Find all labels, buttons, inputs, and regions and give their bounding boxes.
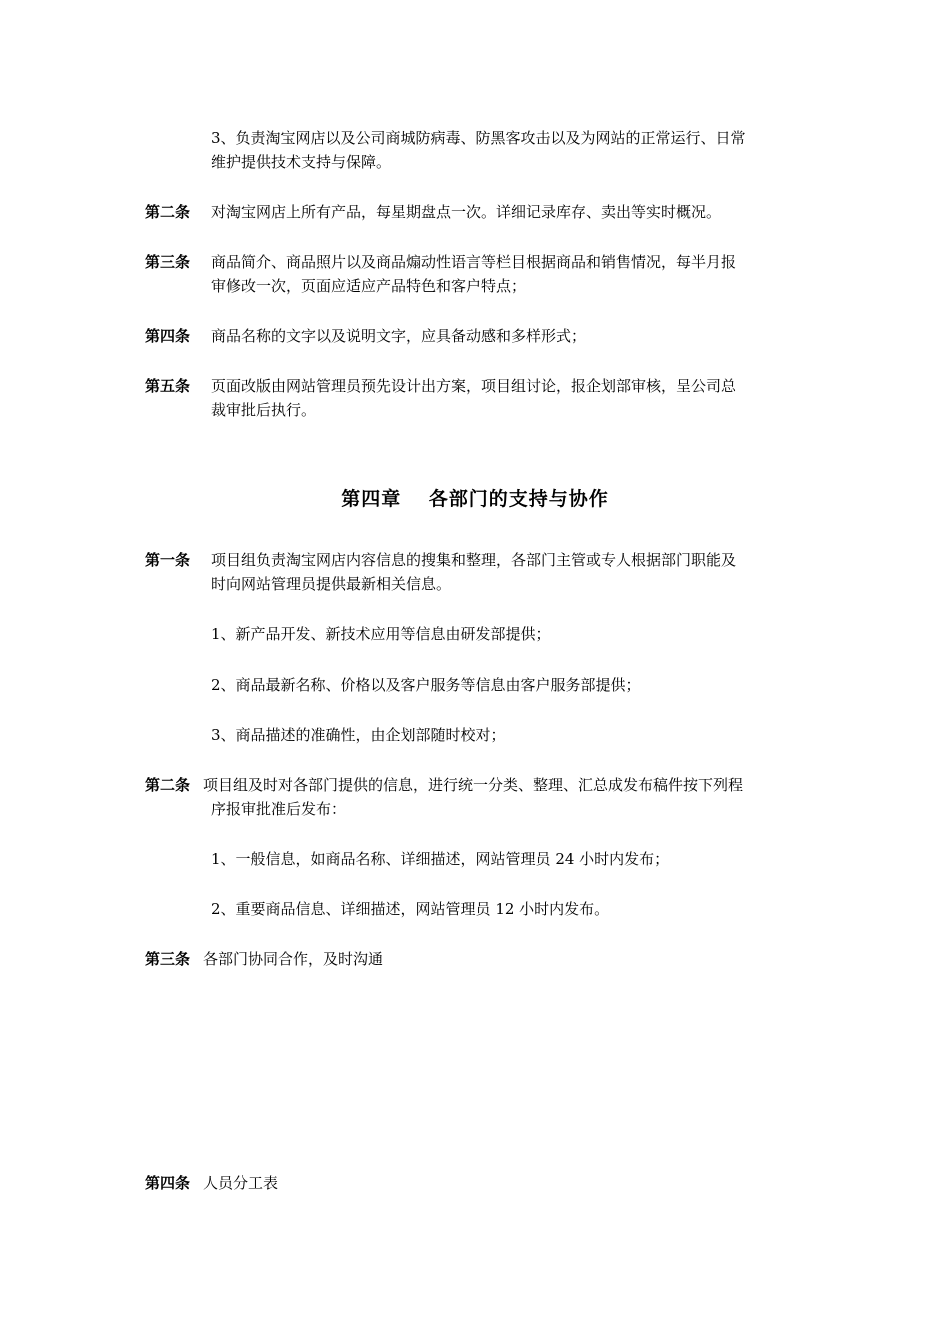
article-label: 第四条 bbox=[145, 327, 191, 345]
article-label: 第三条 bbox=[145, 253, 191, 271]
article-label: 第二条 bbox=[145, 203, 191, 221]
article-text: 项目组及时对各部门提供的信息，进行统一分类、整理、汇总成发布稿件按下列程 bbox=[203, 776, 744, 794]
article-text: 项目组负责淘宝网店内容信息的搜集和整理，各部门主管或专人根据部门职能及 bbox=[211, 551, 737, 569]
article-text: 序报审批准后发布： bbox=[211, 800, 347, 818]
article-text: 裁审批后执行。 bbox=[211, 401, 317, 419]
list-item: 1、一般信息，如商品名称、详细描述，网站管理员 24 小时内发布； bbox=[211, 850, 670, 868]
list-item: 2、重要商品信息、详细描述，网站管理员 12 小时内发布。 bbox=[211, 900, 610, 918]
article-label: 第三条 bbox=[145, 950, 191, 968]
list-item: 2、商品最新名称、价格以及客户服务等信息由客户服务部提供； bbox=[211, 676, 641, 694]
intro-item-line1: 3、负责淘宝网店以及公司商城防病毒、防黑客攻击以及为网站的正常运行、日常 bbox=[211, 129, 746, 147]
article-label: 第四条 bbox=[145, 1174, 191, 1192]
article-text: 商品名称的文字以及说明文字，应具备动感和多样形式； bbox=[211, 327, 587, 345]
list-item: 3、商品描述的准确性，由企划部随时校对； bbox=[211, 726, 506, 744]
article-text: 时向网站管理员提供最新相关信息。 bbox=[211, 575, 452, 593]
article-text: 页面改版由网站管理员预先设计出方案，项目组讨论，报企划部审核，呈公司总 bbox=[211, 377, 737, 395]
list-item: 1、新产品开发、新技术应用等信息由研发部提供； bbox=[211, 625, 551, 643]
article-text: 对淘宝网店上所有产品，每星期盘点一次。详细记录库存、卖出等实时概况。 bbox=[211, 203, 722, 221]
chapter-title: 第四章 各部门的支持与协作 bbox=[341, 488, 609, 510]
article-label: 第一条 bbox=[145, 551, 191, 569]
article-text: 人员分工表 bbox=[203, 1174, 279, 1192]
intro-item-line2: 维护提供技术支持与保障。 bbox=[211, 153, 392, 171]
article-text: 各部门协同合作，及时沟通 bbox=[203, 950, 384, 968]
article-text: 商品简介、商品照片以及商品煽动性语言等栏目根据商品和销售情况，每半月报 bbox=[211, 253, 737, 271]
article-label: 第二条 bbox=[145, 776, 191, 794]
article-label: 第五条 bbox=[145, 377, 191, 395]
article-text: 审修改一次，页面应适应产品特色和客户特点； bbox=[211, 277, 527, 295]
